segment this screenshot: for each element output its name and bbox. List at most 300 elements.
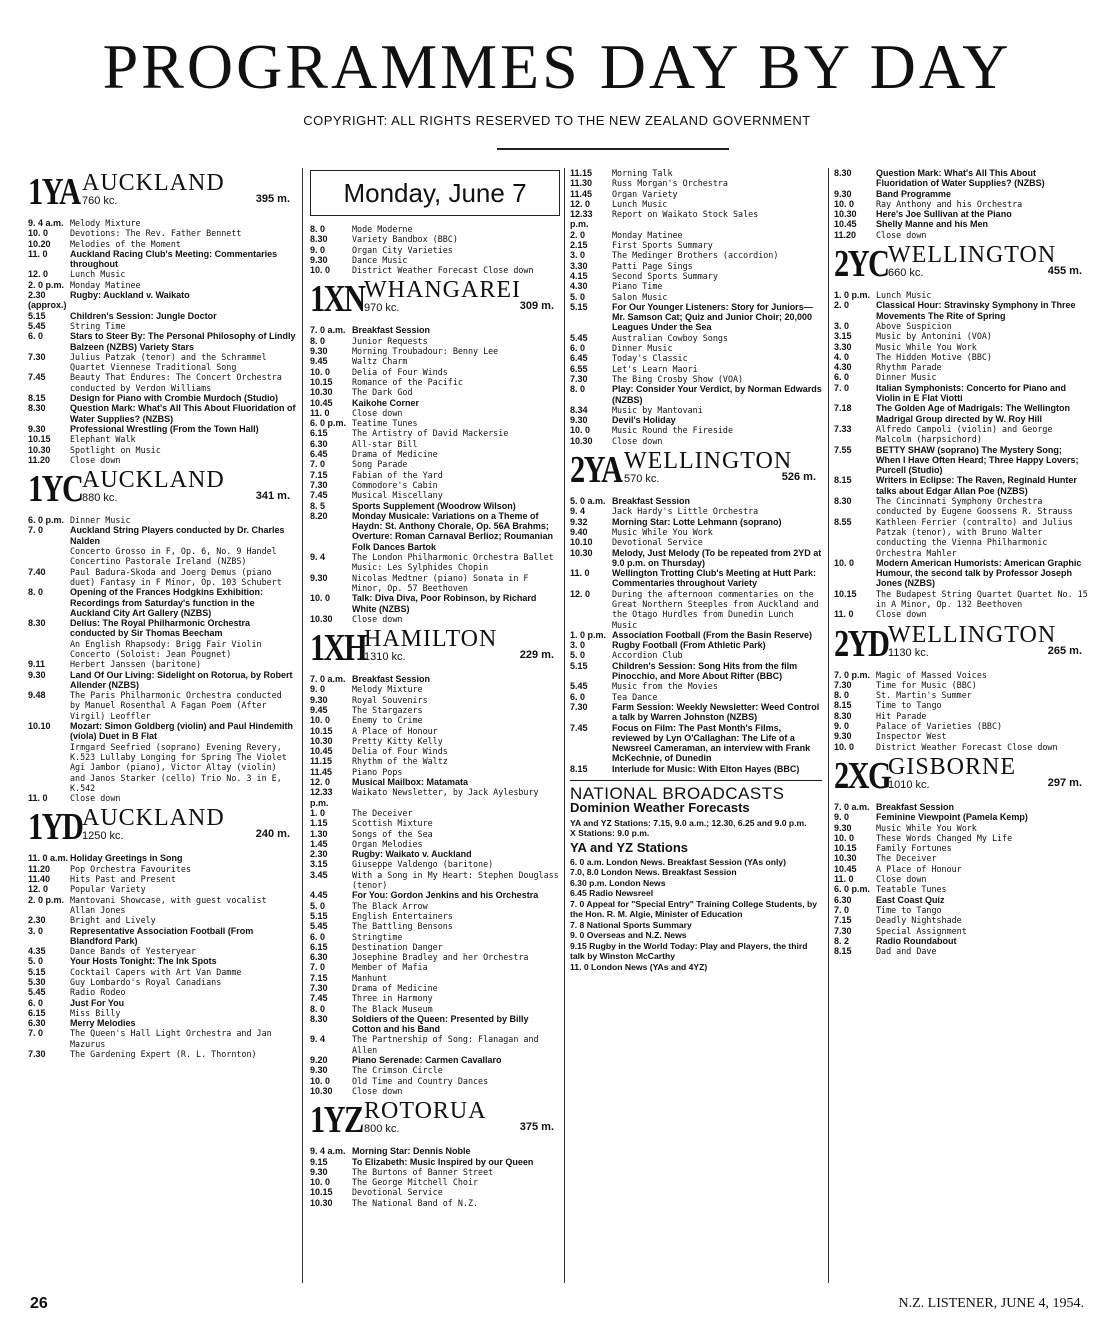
programme-entry [310, 325, 560, 335]
programme-title: The Golden Age of Madrigals: The Wellington Madrigal Group directed by W. Roy Hill [876, 403, 1071, 424]
programme-time: 2. 0 [834, 300, 850, 311]
programme-title: An English Rhapsody: Brigg Fair Violin Concerto (Soloist: Jean Pougnet) [70, 638, 262, 659]
programme-time: 10.30 [570, 435, 593, 446]
programme-time: 7.30 [28, 1049, 46, 1060]
programme-entry [28, 525, 296, 546]
programme-entry [834, 874, 1088, 884]
station-name: GISBORNE [888, 753, 1017, 780]
programme-time: 7. 0 [310, 459, 326, 470]
programme-entry [834, 823, 1088, 833]
programme-entry [834, 853, 1088, 863]
programme-title: Guy Lombardo's Royal Canadians [70, 977, 222, 987]
programme-time: 6.55 [570, 363, 588, 374]
programme-entry [28, 884, 296, 894]
programme-time: 11. 0 [310, 407, 330, 418]
programme-time: 2.15 [570, 240, 588, 251]
programme-time: 2.30 (approx.) [28, 290, 67, 311]
programme-time: 11.15 [570, 168, 593, 178]
programme-time: 1.45 [310, 838, 328, 849]
programme-title: Monday Musicale: Variations on a Theme of Haydn: St. Anthony Chorale, Op. 56A Brahms; Overture: Roman Carnaval Berlioz; Roumanian Folk Dances Bartok [352, 510, 554, 552]
programme-time: 9. 4 a.m. [310, 1146, 346, 1157]
programme-title: Music by Antonini (VOA) [876, 331, 992, 342]
programme-title: The Hidden Motive (BBC) [876, 351, 992, 362]
programme-time: 10.45 [834, 863, 857, 874]
programme-time: 10.30 [28, 444, 51, 455]
programme-entry [570, 723, 822, 764]
programme-time: 7.45 [570, 722, 588, 733]
programme-time: 10.30 [570, 547, 593, 558]
programme-time: 8. 0 [310, 1003, 326, 1014]
programme-title: The Black Museum [352, 1003, 433, 1014]
programme-title: The Deceiver [876, 853, 937, 864]
programme-time: 9.30 [310, 694, 328, 705]
programme-title: Mozart: Simon Goldberg (violin) and Paul Hindemith (viola) Duet in B Flat [70, 721, 294, 742]
station-callsign: 2YA [570, 449, 622, 492]
programme-entry [570, 661, 822, 682]
programme-time: 12.33 p.m. [310, 787, 333, 808]
programme-entry [834, 352, 1088, 362]
programme-title: Radio Rodeo [70, 987, 126, 998]
programme-time: 7.30 [28, 351, 46, 362]
programme-entry [834, 680, 1088, 690]
programme-entry [570, 374, 822, 384]
programme-time: 10. 0 [570, 425, 591, 436]
programme-title: Rugby: Waikato v. Auckland [352, 849, 472, 860]
national-line: 9.15 Rugby in the World Today: Play and Players, the third talk by Winston McCarthy [570, 940, 808, 962]
programme-title: Radio Roundabout [876, 935, 957, 946]
programme-entry [310, 767, 560, 777]
programme-entry [834, 721, 1088, 731]
programme-title: Manhunt [352, 972, 388, 983]
programme-title: Close down [876, 874, 927, 885]
programme-title: For You: Gordon Jenkins and his Orchestra [352, 890, 539, 901]
station-name: WHANGAREI [364, 277, 521, 304]
header-rule [497, 148, 729, 150]
programme-entry [28, 956, 296, 966]
stations-title: YA and YZ Stations [570, 839, 688, 855]
programme-title: Wellington Trotting Club's Meeting at Hutt Park: Commentaries throughout Variety [612, 568, 816, 589]
weather-line: X Stations: 9.0 p.m. [570, 828, 650, 839]
programme-entry [570, 630, 822, 640]
station-name: WELLINGTON [888, 242, 1057, 269]
programme-time: 10.30 [834, 209, 857, 220]
programme-time: 3. 0 [834, 320, 850, 331]
programme-entry [310, 736, 560, 746]
programme-entry [570, 168, 822, 178]
programme-time: 8.30 [310, 234, 328, 245]
programme-title: Waltz Charm [352, 356, 408, 367]
programme-entry [310, 336, 560, 346]
programme-title: Band Programme [876, 188, 952, 199]
programme-title: Dance Bands of Yesteryear [70, 946, 197, 957]
programme-entry [834, 445, 1088, 476]
programme-time: 11.15 [310, 756, 333, 767]
programme-entry [28, 269, 296, 279]
programme-entry [310, 890, 560, 900]
programme-title: Kathleen Ferrier (contralto) and Julius Patzak (tenor), with Bruno Walter conducting the Vienna Philharmonic Orchestra Mahler [876, 516, 1073, 558]
programme-title: Feminine Viewpoint (Pamela Kemp) [876, 812, 1028, 823]
programme-time: 7.45 [310, 490, 328, 501]
station-name: AUCKLAND [82, 805, 225, 832]
programme-title: Piano Pops [352, 766, 403, 777]
programme-entry [310, 459, 560, 469]
station-header [310, 277, 560, 321]
programme-title: Delius: The Royal Philharmonic Orchestra conducted by Sir Thomas Beecham [70, 618, 251, 639]
programme-entry [28, 1049, 296, 1059]
programme-title: Close down [352, 613, 403, 624]
programme-time: 11. 0 [28, 793, 48, 804]
programme-title: The Battling Bensons [352, 921, 453, 932]
programme-title: Drama of Medicine [352, 449, 438, 460]
programme-time: 4.35 [28, 946, 46, 957]
national-line: 6. 0 a.m. London News. Breakfast Session (YAs only) [570, 856, 787, 867]
programme-entry [570, 281, 822, 291]
programme-title: Music While You Work [876, 341, 977, 352]
programme-title: Josephine Bradley and her Orchestra [352, 952, 529, 963]
programme-entry [310, 1004, 560, 1014]
programme-title: The London Philharmonic Orchestra Ballet Music: Les Sylphides Chopin [352, 552, 554, 573]
station-frequency: 760 kc. [82, 195, 118, 207]
programme-entry [28, 1028, 296, 1049]
programme-title: Play: Consider Your Verdict, by Norman Edwards (NZBS) [612, 384, 822, 405]
programme-entry [28, 864, 296, 874]
programme-entry [28, 874, 296, 884]
station-name: WELLINGTON [624, 448, 793, 475]
programme-title: The George Mitchell Choir [352, 1177, 479, 1188]
programme-title: The Dark God [352, 387, 413, 398]
programme-time: 6.45 [310, 449, 328, 460]
programme-entry [28, 290, 296, 311]
programme-entry [834, 342, 1088, 352]
programme-time: 3. 0 [570, 640, 586, 651]
programme-entry [28, 998, 296, 1008]
programme-title: The Medinger Brothers (accordion) [612, 250, 779, 261]
programme-title: The Stargazers [352, 704, 423, 715]
programme-time: 8. 5 [310, 500, 326, 511]
programme-time: 7.45 [310, 993, 328, 1004]
programme-time: 1. 0 p.m. [570, 629, 607, 640]
programme-entry [28, 515, 296, 525]
programme-time: 7.30 [570, 373, 588, 384]
programme-entry [310, 818, 560, 828]
station-header [310, 1098, 560, 1142]
programme-time: 7.30 [310, 983, 328, 993]
programme-title: The Budapest String Quartet Quartet No. 15 in A Minor, Op. 132 Beethoven [876, 588, 1088, 609]
programme-entry [28, 915, 296, 925]
column-divider [564, 168, 565, 1283]
programme-time: 9. 0 [310, 684, 326, 695]
programme-entry [570, 415, 822, 425]
page-title: PROGRAMMES DAY BY DAY [102, 31, 1012, 102]
programme-time: 10. 0 [834, 557, 855, 568]
programme-time: 11. 0 [834, 874, 854, 885]
programme-title: Songs of the Sea [352, 828, 433, 839]
programme-entry [310, 695, 560, 705]
programme-title: Soldiers of the Queen: Presented by Billy Cotton and his Band [352, 1013, 529, 1035]
programme-entry [28, 895, 296, 916]
programme-entry [570, 517, 822, 527]
programme-entry [28, 670, 296, 691]
programme-entry [570, 568, 822, 589]
programme-entry [834, 496, 1088, 517]
programme-entry [310, 973, 560, 983]
programme-title: Old Time and Country Dances [352, 1075, 489, 1086]
programme-entry [310, 234, 560, 244]
programme-title: District Weather Forecast Close down [352, 265, 534, 276]
station-wavelength: 240 m. [255, 828, 290, 841]
programme-time: 2.30 [310, 849, 328, 860]
programme-entry [834, 168, 1088, 189]
programme-entry [310, 932, 560, 942]
programme-time: 2. 0 [570, 229, 586, 240]
programme-title: Close down [70, 793, 121, 804]
programme-time: 9.45 [310, 356, 328, 367]
programme-title: Melody Mixture [352, 684, 423, 695]
programme-title: Melody Mixture [70, 218, 141, 228]
station-callsign: 1XN [310, 278, 365, 321]
programme-entry [28, 721, 296, 742]
programme-title: Time for Music (BBC) [876, 679, 977, 690]
programme-time: 11.40 [28, 874, 51, 885]
programme-time: 3.30 [570, 260, 588, 271]
programme-time: 6. 0 p.m. [28, 515, 65, 526]
programme-entry [310, 746, 560, 756]
programme-entry [28, 659, 296, 669]
station-frequency: 1010 kc. [888, 778, 930, 791]
programme-title: Farm Session: Weekly Newsletter: Weed Control a talk by Warren Johnston (NZBS) [612, 701, 820, 723]
programme-title: Morning Star: Lotte Lehmann (soprano) [612, 516, 782, 527]
column-2 [310, 168, 560, 1283]
programme-entry [570, 496, 822, 506]
programme-time: 10.30 [834, 853, 857, 864]
programme-entry [834, 843, 1088, 853]
programme-entry [834, 884, 1088, 894]
station-frequency: 800 kc. [364, 1123, 400, 1136]
programme-entry [310, 439, 560, 449]
programme-title: Hits Past and Present [70, 874, 176, 885]
programme-title: Close down [70, 454, 121, 465]
programme-time: 7. 0 [834, 904, 850, 915]
programme-time: 8.30 [834, 496, 852, 507]
station-frequency: 1130 kc. [888, 646, 929, 659]
programme-entry [310, 470, 560, 480]
programme-entry [310, 1086, 560, 1096]
programme-entry [570, 271, 822, 281]
programme-time: 10.30 [310, 1085, 333, 1096]
programme-title: Morning Talk [612, 168, 673, 178]
programme-title: Paul Badura-Skoda and Joerg Demus (piano duet) Fantasy in F Minor, Op. 103 Schubert [70, 566, 282, 587]
programme-title: Devotional Service [352, 1187, 443, 1198]
programme-title: Music by Mantovani [612, 404, 703, 415]
programme-entry [834, 372, 1088, 382]
programme-time: 5.15 [310, 910, 328, 921]
programme-time: 11. 0 [570, 568, 590, 579]
programme-title: Second Sports Summary [612, 270, 718, 281]
programme-title: Beauty That Endures: The Concert Orchestra conducted by Verdon Williams [70, 372, 282, 393]
programme-title: Irmgard Seefried (soprano) Evening Revery, K.523 Lullaby Longing for Spring The Violet [70, 741, 287, 762]
programme-time: 9. 4 [310, 1034, 326, 1045]
programme-entry [834, 290, 1088, 300]
programme-entry [570, 302, 822, 333]
station-name: HAMILTON [364, 626, 498, 653]
programme-entry [310, 255, 560, 265]
programme-title: Rugby: Auckland v. Waikato [70, 290, 190, 301]
programme-title: Rhythm of the Waltz [352, 756, 448, 767]
programme-title: Destination Danger [352, 941, 443, 952]
programme-time: 10.15 [310, 1187, 333, 1198]
programme-entry [28, 639, 296, 660]
programme-time: 10.30 [310, 387, 333, 398]
programme-title: Auckland Racing Club's Meeting: Commentaries throughout [70, 248, 278, 270]
programme-title: Modern American Humorists: American Graphic Humour, the second talk by Professor Joseph Jones (NZBS) [876, 557, 1082, 589]
programme-title: District Weather Forecast Close down [876, 741, 1058, 752]
programme-entry [570, 436, 822, 446]
programme-title: Deadly Nightshade [876, 915, 962, 926]
programme-time: 8. 0 [834, 690, 850, 701]
station-frequency: 570 kc. [624, 473, 660, 486]
programme-time: 9.11 [28, 659, 46, 670]
programme-title: Morning Star: Dennis Noble [352, 1146, 471, 1157]
programme-title: Nicolas Medtner (piano) Sonata in F Minor, Op. 57 Beethoven [352, 572, 529, 593]
programme-time: 1. 0 [310, 807, 326, 818]
programme-entry [28, 690, 296, 721]
programme-entry [834, 300, 1088, 321]
programme-title: Palace of Varieties (BBC) [876, 721, 1003, 732]
programme-time: 8. 2 [834, 935, 850, 946]
programme-title: The Paris Philharmonic Orchestra conducted by Manuel Rosenthal A Fagan Poem (After Virgil) Leoffler [70, 690, 282, 721]
programme-title: Report on Waikato Stock Sales [612, 209, 759, 220]
programme-time: 10.15 [28, 434, 51, 445]
programme-entry [310, 684, 560, 694]
programme-time: 7. 0 a.m. [310, 325, 346, 336]
national-line: 7. 8 National Sports Summary [570, 919, 692, 930]
programme-entry [28, 311, 296, 321]
programme-time: 5.45 [28, 320, 46, 331]
programme-title: Melody, Just Melody (To be repeated from 2YD at 9.0 p.m. on Thursday) [612, 547, 822, 568]
programme-title: Cocktail Capers with Art Van Damme [70, 966, 242, 977]
programme-time: 6.15 [310, 428, 328, 439]
programme-time: 5.15 [28, 310, 46, 321]
programme-entry [310, 808, 560, 818]
programme-entry [834, 189, 1088, 199]
programme-time: 10.15 [834, 843, 857, 854]
programme-entry [834, 690, 1088, 700]
programme-title: Close down [876, 229, 927, 240]
programme-time: 9.32 [570, 516, 588, 527]
programme-title: Devotions: The Rev. Father Bennett [70, 228, 242, 239]
station-frequency: 880 kc. [82, 492, 118, 505]
programme-title: Special Assignment [876, 925, 967, 936]
programme-entry [310, 377, 560, 387]
programme-time: 2.30 [28, 915, 46, 926]
programme-title: A Place of Honour [876, 863, 962, 874]
programme-entry [310, 777, 560, 787]
programme-entry [570, 189, 822, 199]
column-divider [828, 168, 829, 1283]
programme-time: 6.30 [28, 1018, 46, 1029]
programme-entry [570, 353, 822, 363]
programme-time: 6.30 [310, 952, 328, 963]
programme-entry [310, 490, 560, 500]
station-frequency: 970 kc. [364, 302, 400, 315]
station-callsign: 2YC [834, 243, 889, 286]
programme-entry [28, 967, 296, 977]
programme-entry [834, 833, 1088, 843]
programme-time: 3. 0 [28, 925, 44, 936]
programme-entry [310, 921, 560, 931]
programme-title: Melodies of the Moment [70, 238, 181, 249]
programme-entry [570, 506, 822, 516]
programme-time: 11.45 [310, 766, 333, 777]
programme-time: 7. 0 a.m. [834, 801, 870, 812]
programme-time: 9.20 [310, 1055, 328, 1066]
programme-time: 4. 0 [834, 351, 850, 362]
programme-title: Spotlight on Music [70, 444, 161, 455]
programme-entry [310, 993, 560, 1003]
programme-entry [310, 1157, 560, 1167]
programme-title: Breakfast Session [876, 801, 955, 812]
programme-entry [310, 1055, 560, 1065]
programme-entry [834, 895, 1088, 905]
programme-time: 6.45 [570, 353, 588, 364]
programme-time: 7.30 [570, 701, 588, 712]
programme-time: 1.30 [310, 828, 328, 839]
programme-title: The Crimson Circle [352, 1065, 443, 1076]
programme-title: The Deceiver [352, 807, 413, 818]
programme-title: A Place of Honour [352, 725, 438, 736]
programme-entry [310, 480, 560, 490]
programme-time: 8.30 [310, 1013, 328, 1024]
programme-entry [834, 331, 1088, 341]
programme-title: Variety Bandbox (BBC) [352, 234, 458, 245]
programme-entry [310, 245, 560, 255]
programme-time: 9. 4 a.m. [28, 218, 64, 228]
programme-title: All-star Bill [352, 438, 418, 449]
programme-title: Inspector West [876, 731, 947, 742]
programme-entry [28, 853, 296, 863]
programme-entry [310, 829, 560, 839]
station-frequency: 660 kc. [888, 267, 924, 280]
programme-title: The Cincinnati Symphony Orchestra conducted by Eugene Goossens R. Strauss [876, 496, 1073, 517]
programme-time: 9.30 [310, 1166, 328, 1177]
programme-title: Close down [876, 609, 927, 620]
programme-entry [310, 901, 560, 911]
programme-time: 7.33 [834, 423, 852, 434]
column-1 [28, 168, 296, 1283]
programme-entry [834, 711, 1088, 721]
programme-time: 9. 0 [834, 721, 850, 732]
programme-title: Australian Cowboy Songs [612, 332, 728, 343]
station-callsign: 1YC [28, 468, 83, 511]
programme-entry [28, 1018, 296, 1028]
programme-title: Children's Session: Jungle Doctor [70, 310, 217, 321]
programme-entry [834, 609, 1088, 619]
programme-title: Waikato Newsletter, by Jack Aylesbury [352, 787, 539, 798]
programme-title: Piano Time [612, 281, 663, 292]
programme-time: 5.45 [28, 987, 46, 998]
station-header [28, 805, 296, 849]
programme-time: 10.30 [310, 735, 333, 746]
station-wavelength: 265 m. [1047, 644, 1082, 657]
programme-title: Enemy to Crime [352, 715, 423, 726]
programme-title: Shelly Manne and his Men [876, 219, 989, 230]
programme-title: Mantovani Showcase, with guest vocalist Allan Jones [70, 894, 267, 915]
programme-time: 5.15 [570, 660, 588, 671]
programme-time: 6. 0 [310, 931, 326, 942]
station-wavelength: 526 m. [781, 471, 816, 484]
programme-entry [28, 239, 296, 249]
programme-title: Member of Mafia [352, 962, 428, 973]
